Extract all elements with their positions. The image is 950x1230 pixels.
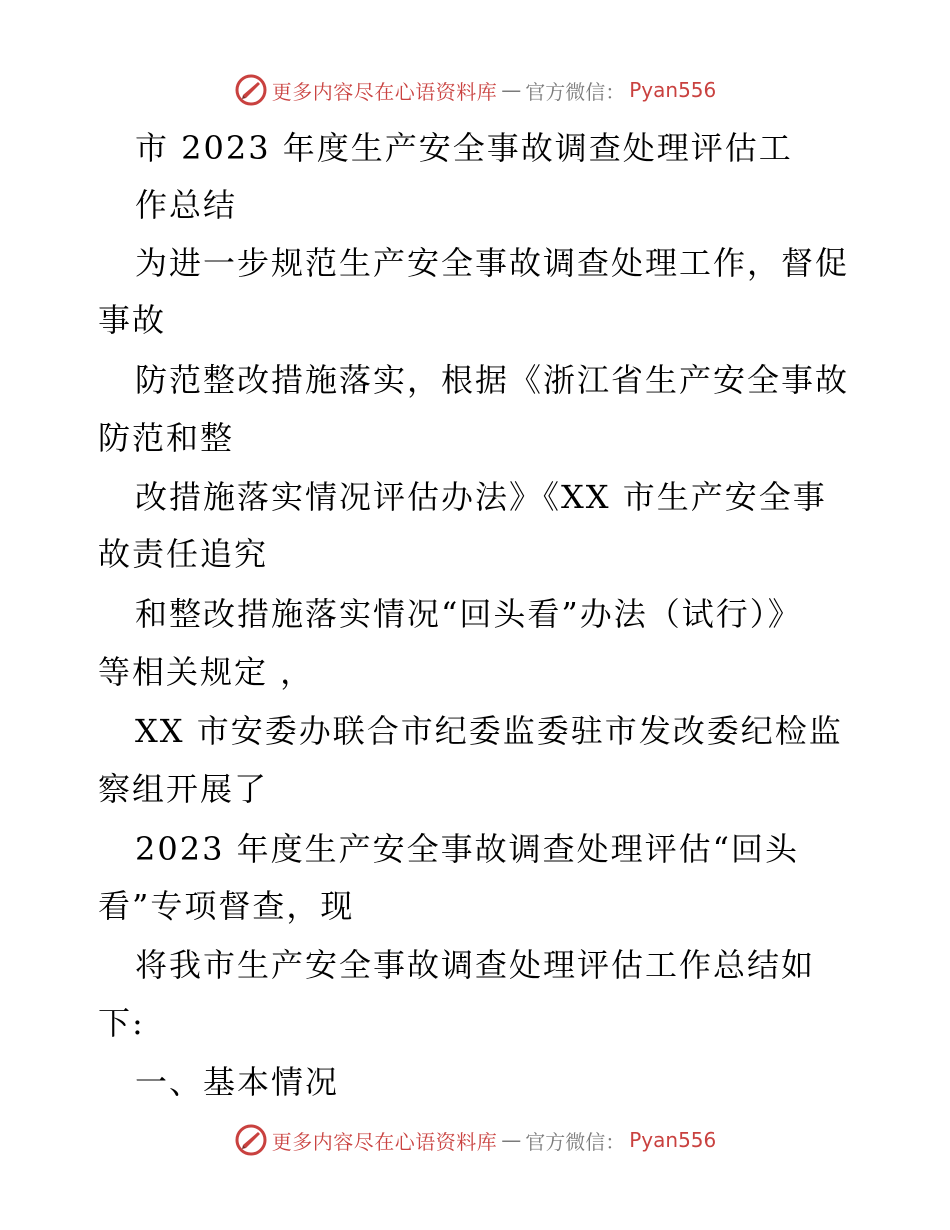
doc-text-line: 为进一步规范生产安全事故调查处理工作，督促: [135, 244, 850, 282]
watermark-label: 官方微信：: [525, 1129, 626, 1154]
doc-text-line: 下:: [98, 1004, 145, 1042]
doc-text-line: XX 市安委办联合市纪委监委驻市发改委纪检监: [135, 712, 843, 750]
doc-text-line: 事故: [98, 301, 167, 339]
watermark-text: 更多内容尽在心语资料库: [271, 1129, 498, 1154]
watermark-wechat-id: Pyan556: [629, 1128, 717, 1152]
doc-text-line: 察组开展了: [98, 770, 269, 808]
doc-text-line: 故责任追究: [98, 535, 269, 573]
footer-watermark: [0, 1120, 950, 1160]
doc-text-line: 防范和整: [98, 419, 235, 457]
doc-title-line-2: 作总结: [135, 186, 238, 224]
doc-text-line: 和整改措施落实情况“回头看”办法（试行）》: [135, 595, 802, 633]
doc-text-line: 2023 年度生产安全事故调查处理评估“回头: [135, 830, 799, 868]
doc-text-line: 改措施落实情况评估办法》《XX 市生产安全事: [135, 478, 827, 516]
doc-text-line: 看”专项督查，现: [98, 887, 355, 925]
logo-icon: [234, 1123, 268, 1157]
doc-text-line: 防范整改措施落实，根据《浙江省生产安全事故: [135, 361, 850, 399]
watermark-text: 更多内容尽在心语资料库: [271, 79, 498, 104]
section-heading: 一、基本情况: [135, 1063, 340, 1101]
header-watermark: [0, 70, 950, 110]
watermark-label: 官方微信：: [525, 79, 626, 104]
doc-text-line: 将我市生产安全事故调查处理评估工作总结如: [135, 946, 816, 984]
doc-title-line-1: 市 2023 年度生产安全事故调查处理评估工: [135, 129, 793, 167]
doc-text-line: 等相关规定 ，: [98, 653, 315, 691]
watermark-separator: —: [501, 1128, 522, 1152]
watermark-wechat-id: Pyan556: [629, 78, 717, 102]
watermark-separator: —: [501, 78, 522, 102]
logo-icon: [234, 73, 268, 107]
